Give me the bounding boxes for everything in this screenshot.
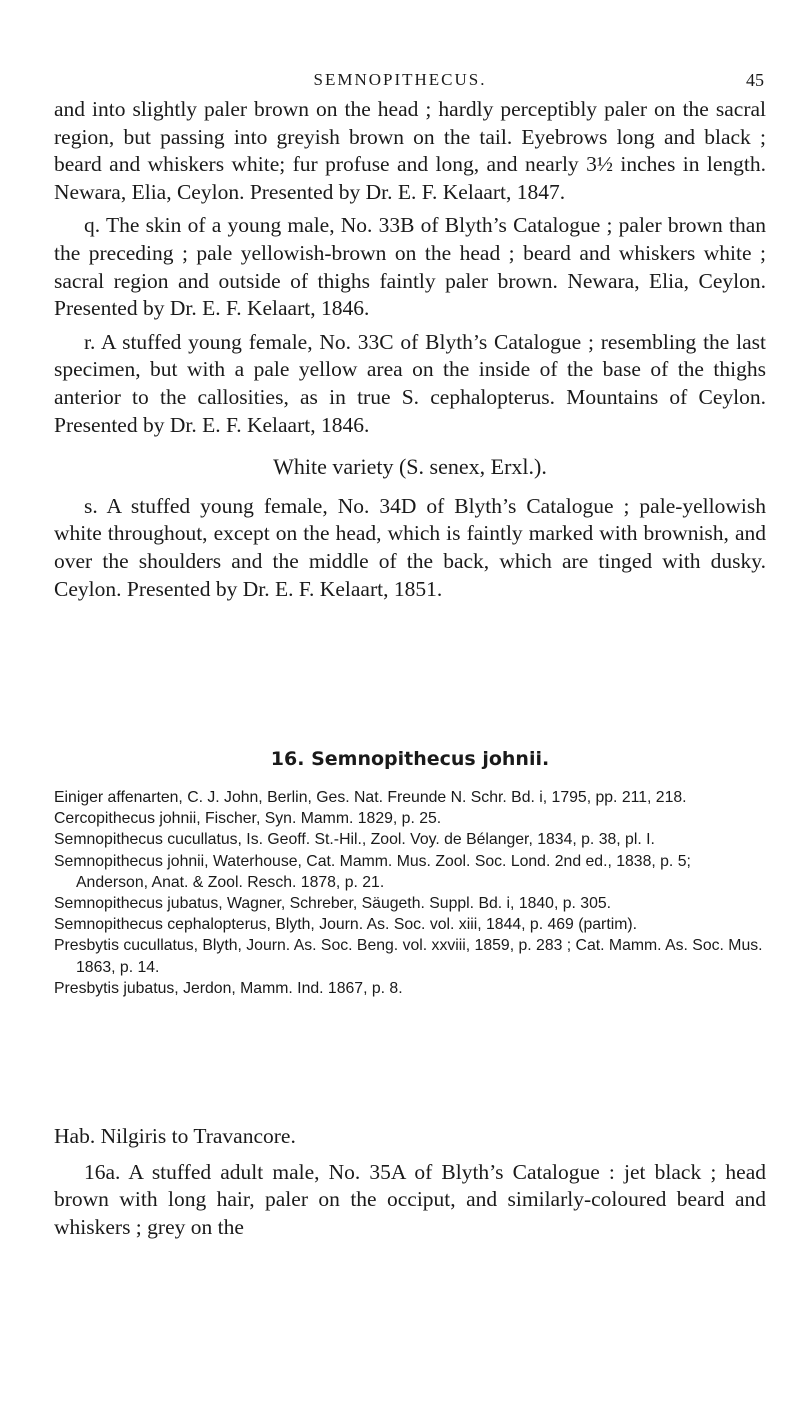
synonymy-list (54, 787, 766, 999)
species-heading: 16. Semnopithecus johnii. (270, 748, 550, 770)
reference-item: Cercopithecus johnii, Fischer, Syn. Mamm. 1829, p. 25. (54, 810, 442, 828)
reference-item: Semnopithecus jubatus, Wagner, Schreber, Säugeth. Suppl. Bd. i, 1840, p. 305. (54, 895, 612, 913)
reference-item: Semnopithecus cephalopterus, Blyth, Journ. As. Soc. vol. xiii, 1844, p. 469 (partim). (54, 916, 638, 934)
paragraph-continuation: and into slightly paler brown on the head ; hardly perceptibly paler on the sacral region, but passing into greyish brown on the tail. Eyebrows long and black ; beard and whiskers white; fur profuse and long, and nearly 3½ inches in length. Newara, Elia, Ceylon. Presented by Dr. E. F. Kelaart, 1847. (54, 97, 766, 204)
reference-item: Semnopithecus johnii, Waterhouse, Cat. Mamm. Mus. Zool. Soc. Lond. 2nd ed., 1838, p. 5; Anderson, Anat. & Zool. Resch. 1878, p. 21. (54, 852, 691, 891)
reference-item: Presbytis cucullatus, Blyth, Journ. As. Soc. Beng. vol. xxviii, 1859, p. 283 ; Cat. Mamm. As. Soc. Mus. 1863, p. 14. (54, 937, 763, 976)
main-text (54, 96, 766, 609)
habitat-line: Hab. Nilgiris to Travancore. (54, 1124, 296, 1148)
reference-item: Presbytis jubatus, Jerdon, Mamm. Ind. 1867, p. 8. (54, 979, 403, 997)
reference-item: Semnopithecus cucullatus, Is. Geoff. St.-Hil., Zool. Voy. de Bélanger, 1834, p. 38, pl. I. (54, 831, 655, 849)
variety-heading: White variety (S. senex, Erxl.). (273, 454, 547, 480)
running-title: SEMNOPITHECUS. (313, 70, 487, 89)
paragraph-r: r. A stuffed young female, No. 33C of Blyth’s Catalogue ; resembling the last specimen, but with a pale yellow area on the inside of the base of the thighs anterior to the callosities, as in true S. cephalopterus. Mountains of Ceylon. Presented by Dr. E. F. Kelaart, 1846. (54, 329, 766, 437)
paragraph-q: q. The skin of a young male, No. 33B of Blyth’s Catalogue ; paler brown than the preceding ; pale yellowish-brown on the head ; beard and whiskers white ; sacral region and outside of thighs faintly paler brown. Newara, Elia, Ceylon. Presented by Dr. E. F. Kelaart, 1846. (54, 213, 766, 321)
running-header (0, 70, 800, 92)
lower-text (54, 1123, 766, 1249)
paragraph-16a: 16a. A stuffed adult male, No. 35A of Blyth’s Catalogue : jet black ; head brown with long hair, paler on the occiput, and similarly-coloured beard and whiskers ; grey on the (54, 1159, 766, 1239)
reference-item: Einiger affenarten, C. J. John, Berlin, Ges. Nat. Freunde N. Schr. Bd. i, 1795, pp. 211, 218. (54, 789, 687, 806)
paragraph-s: s. A stuffed young female, No. 34D of Blyth’s Catalogue ; pale-yellowish white throughout, except on the head, which is faintly marked with brownish, and over the shoulders and the middle of the back, which are tinged with dusky. Ceylon. Presented by Dr. E. F. Kelaart, 1851. (54, 493, 766, 601)
page-number: 45 (746, 70, 764, 90)
